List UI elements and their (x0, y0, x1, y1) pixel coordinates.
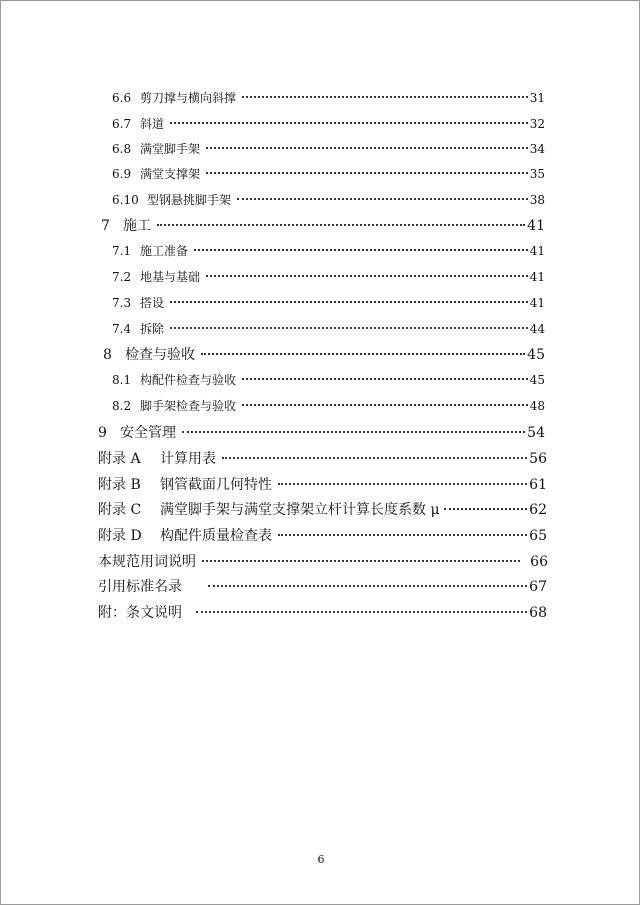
toc-entry-title: 脚手架检查与验收 (140, 399, 237, 413)
dot-leader (278, 534, 527, 536)
toc-entry-chapter[interactable] (103, 344, 545, 364)
dot-leader (242, 404, 528, 406)
toc-entry-title: 施工准备 (140, 244, 189, 258)
toc-entry-page: 41 (529, 296, 545, 310)
toc-entry-appendix[interactable] (98, 525, 547, 545)
toc-entry-number: 附录 B (98, 477, 141, 493)
toc-entry-title: 计算用表 (160, 451, 216, 467)
toc-entry[interactable] (112, 397, 545, 414)
page-number: 6 (317, 853, 325, 866)
toc-entry-backmatter[interactable] (98, 576, 547, 596)
toc-entry-page: 56 (529, 451, 547, 467)
toc-entry[interactable] (112, 89, 545, 106)
toc-entry-page: 45 (529, 373, 545, 387)
toc-entry-number: 7 (101, 218, 110, 234)
dot-leader (278, 483, 527, 485)
dot-leader (201, 353, 525, 355)
toc-entry[interactable] (112, 320, 545, 337)
toc-entry-number: 6.7 (112, 117, 132, 131)
toc-entry-page: 32 (529, 117, 545, 131)
dot-leader (208, 585, 527, 587)
toc-entry-page: 31 (529, 91, 545, 105)
toc-entry-title: 剪刀撑与横向斜撑 (140, 91, 237, 105)
toc-entry-number: 8.1 (112, 373, 132, 387)
toc-entry-chapter[interactable] (101, 215, 545, 235)
dot-leader (182, 431, 525, 433)
toc-entry-page: 54 (527, 425, 545, 441)
toc-entry-title: 本规范用词说明 (98, 554, 196, 570)
dot-leader (196, 611, 527, 613)
dot-leader (157, 224, 525, 226)
toc-entry-number: 9 (98, 425, 107, 441)
dot-leader (170, 301, 528, 303)
toc-entry-number: 6.8 (112, 142, 132, 156)
toc-entry-page: 41 (527, 218, 545, 234)
toc-entry[interactable] (112, 242, 545, 259)
toc-entry-page: 68 (529, 605, 547, 621)
dot-leader (194, 249, 528, 251)
toc-entry-title: 检查与验收 (125, 347, 195, 363)
toc-entry-appendix[interactable] (98, 474, 547, 494)
toc-entry-page: 48 (529, 399, 545, 413)
toc-entry-title: 钢管截面几何特性 (160, 477, 272, 493)
dot-leader (242, 96, 528, 98)
toc-entry[interactable] (112, 294, 545, 311)
toc-entry-title: 斜道 (140, 117, 165, 131)
toc-entry-number: 6.10 (112, 193, 139, 207)
toc-entry-page: 35 (529, 167, 545, 181)
toc-entry-title: 满堂脚手架 (140, 142, 201, 156)
toc-entry[interactable] (112, 191, 545, 208)
dot-leader (202, 560, 520, 562)
toc-entry-title: 附：条文说明 (98, 605, 182, 621)
toc-entry-page: 34 (529, 142, 545, 156)
toc-entry-title: 型钢悬挑脚手架 (147, 193, 232, 207)
toc-entry-title: 安全管理 (120, 425, 176, 441)
toc-entry-title: 拆除 (140, 322, 165, 336)
toc-entry-backmatter[interactable] (98, 551, 548, 571)
dot-leader (170, 327, 528, 329)
dot-leader (170, 122, 528, 124)
toc-entry-page: 62 (529, 502, 547, 518)
dot-leader (444, 508, 528, 510)
toc-entry-number: 8 (103, 347, 112, 363)
toc-entry-number: 7.3 (112, 296, 132, 310)
toc-entry-number: 7.2 (112, 270, 132, 284)
toc-entry-title: 满堂脚手架与满堂支撑架立杆计算长度系数 μ (160, 502, 440, 518)
toc-entry-number: 附录 D (98, 528, 142, 544)
dot-leader (237, 198, 528, 200)
toc-entry-number: 6.9 (112, 167, 132, 181)
toc-entry-page: 41 (529, 270, 545, 284)
toc-entry-page: 45 (527, 347, 545, 363)
toc-entry-title: 施工 (123, 218, 151, 234)
dot-leader (222, 457, 527, 459)
toc-entry-chapter[interactable] (98, 422, 545, 442)
toc-entry-page: 67 (529, 579, 547, 595)
toc-entry-title: 满堂支撑架 (140, 167, 201, 181)
toc-entry-title: 地基与基础 (140, 270, 201, 284)
toc-entry[interactable] (112, 371, 545, 388)
toc-entry-number: 7.4 (112, 322, 132, 336)
toc-entry-appendix[interactable] (98, 448, 547, 468)
toc-entry-number: 附录 A (98, 451, 141, 467)
toc-entry-number: 7.1 (112, 244, 132, 258)
dot-leader (242, 378, 528, 380)
toc-entry-page: 41 (529, 244, 545, 258)
toc-entry-appendix[interactable] (98, 499, 547, 519)
toc-entry-page: 38 (529, 193, 545, 207)
toc-entry-page: 61 (529, 477, 547, 493)
toc-entry-number: 6.6 (112, 91, 132, 105)
toc-entry-backmatter[interactable] (98, 602, 547, 622)
toc-entry[interactable] (112, 115, 545, 132)
toc-entry-title: 搭设 (140, 296, 165, 310)
toc-entry-title: 构配件质量检查表 (160, 528, 272, 544)
toc-entry-number: 8.2 (112, 399, 132, 413)
toc-entry[interactable] (112, 140, 545, 157)
toc-entry[interactable] (112, 165, 545, 182)
dot-leader (206, 275, 528, 277)
toc-entry[interactable] (112, 268, 545, 285)
table-of-contents (1, 1, 640, 641)
toc-entry-page: 66 (530, 554, 548, 570)
toc-entry-title: 引用标准名录 (98, 579, 182, 595)
toc-entry-number: 附录 C (98, 502, 142, 518)
dot-leader (206, 147, 528, 149)
toc-entry-page: 65 (529, 528, 547, 544)
dot-leader (206, 172, 528, 174)
toc-entry-page: 44 (529, 322, 545, 336)
toc-entry-title: 构配件检查与验收 (140, 373, 237, 387)
